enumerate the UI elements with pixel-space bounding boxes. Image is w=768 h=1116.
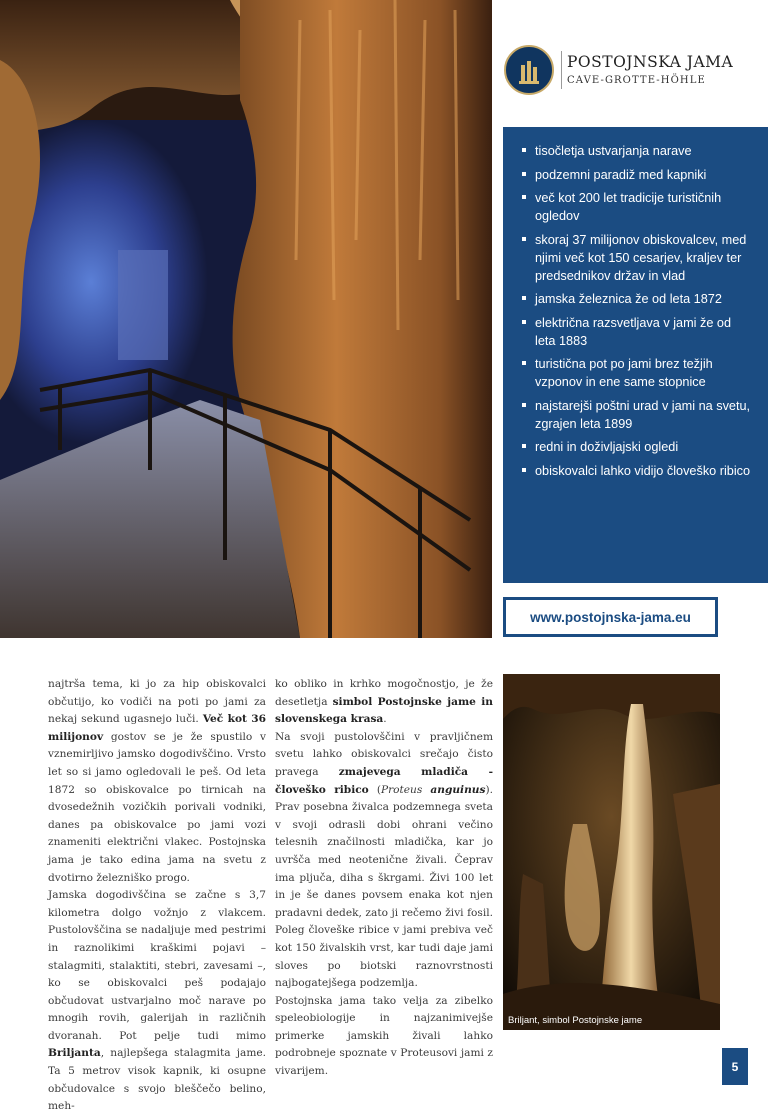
logo-title: POSTOJNSKA JAMA	[567, 53, 734, 71]
fact-item: skoraj 37 milijonov obiskovalcev, med njimi več kot 150 cesarjev, kraljev ter predsednikov držav in vlad	[522, 231, 754, 285]
emphasis-text: anguinus	[430, 783, 486, 796]
fact-item: jamska železnica že od leta 1872	[522, 290, 754, 308]
emphasis-text: Briljanta	[48, 1047, 101, 1060]
facts-list	[503, 127, 768, 480]
body-text: .	[383, 713, 387, 726]
logo-divider	[561, 51, 562, 89]
fact-item: obiskovalci lahko vidijo človeško ribico	[522, 462, 754, 480]
photo-caption: Briljant, simbol Postojnske jame	[508, 1015, 643, 1026]
logo-subtitle: CAVE-GROTTE-HÖHLE	[567, 75, 706, 86]
castle-emblem-icon	[504, 45, 554, 95]
article-paragraph	[275, 676, 493, 729]
stalagmite-illustration	[503, 674, 720, 1030]
article-paragraph	[275, 993, 493, 1081]
body-text: Postojnska jama tako velja za zibelko speleobiologije in najzanimivejše primerke jamskih živali lahko podrobneje spoznate v Proteusovi jami z vivarijem.	[275, 994, 493, 1078]
fact-item: podzemni paradiž med kapniki	[522, 166, 754, 184]
fact-item: turistična pot po jami brez težjih vzponov in ene same stopnice	[522, 355, 754, 391]
body-text: Jamska dogodivščina se začne s 3,7 kilometra dolgo vožnjo z vlakcem. Pustolovščina se nadaljuje med pestrimi in raznolikimi kraškimi pojavi – stalagmiti, stalaktiti, stebri, zavesami –, ko se obiskovalci peš podajajo občudovat ustvarjalno moč narave po mnogih rovih, galerijah in različnih dvoranah. Pot pelje tudi mimo	[48, 889, 266, 1042]
emphasis-text: simbol Postojnske jame in slovenskega krasa	[275, 695, 493, 726]
article-column-2	[275, 676, 493, 1081]
body-text: ko obliko in krhko mogočnostjo, je že desetletja	[275, 678, 493, 708]
fact-item: električna razsvetljava v jami že od leta 1883	[522, 314, 754, 350]
body-text: , najlepšega stalagmita jame. Ta 5 metrov visok kapnik, ki osupne občudovalce s svojo bleščečo belino, meh-	[48, 1047, 266, 1113]
page-number: 5	[722, 1048, 748, 1085]
article-column-1	[48, 676, 266, 1116]
body-text: najtrša tema, ki jo za hip obiskovalci občutijo, ko vodiči na poti po jami za nekaj sekund ugasnejo luči.	[48, 678, 266, 726]
postojnska-jama-logo	[504, 45, 754, 101]
fact-item: tisočletja ustvarjanja narave	[522, 142, 754, 160]
emphasis-text: Več kot 36 milijonov	[48, 713, 266, 743]
fact-item: več kot 200 let tradicije turističnih ogledov	[522, 189, 754, 225]
fact-item: najstarejši poštni urad v jami na svetu, zgrajen leta 1899	[522, 397, 754, 433]
cave-tunnel-illustration	[0, 0, 492, 638]
body-text: Proteus	[380, 783, 431, 796]
body-text: (	[368, 783, 381, 796]
article-paragraph	[48, 676, 266, 887]
body-text: Na svoji pustolovščini v pravljičnem svetu lahko obiskovalci srečajo čisto pravega	[275, 730, 493, 778]
website-link[interactable]: www.postojnska-jama.eu	[503, 597, 718, 637]
body-text: gostov se je že spustilo v vznemirljivo jamsko dogodivščino. Vrsto let so si jamo ogledovali le peš. Od leta 1872 so obiskovalce po tirnicah na dvosedežnih vozičkih porivali vodniki, danes pa obiskovalce po jami vozi znameniti električni vlakec. Postojnska jama je tako edina jama na svetu z dvotirno železniško progo.	[48, 730, 266, 884]
cave-tunnel-photo	[0, 0, 492, 638]
facts-panel	[503, 127, 768, 583]
article-paragraph	[275, 729, 493, 993]
briljant-stalagmite-photo	[503, 674, 720, 1030]
fact-item: redni in doživljajski ogledi	[522, 438, 754, 456]
article-paragraph	[48, 887, 266, 1116]
body-text: ). Prav posebna živalca podzemnega sveta v svoji odrasli dobi ohrani večino telesnih značilnosti mladička, kar jo uvršča med neotenične živali. Čeprav ima pljuča, diha s škrgami. Živi 100 let in je še danes povsem enaka kot njen pradavni dedek, zato ji rečemo živi fosil. Poleg človeške ribice v jami prebiva več kot 150 živalskih vrst, kar tudi daje jami sloves po biotski raznovrstnosti najbogatejšega podzemlja.	[275, 783, 493, 990]
emphasis-text: zmajevega mladiča - človeško ribico	[275, 765, 493, 796]
